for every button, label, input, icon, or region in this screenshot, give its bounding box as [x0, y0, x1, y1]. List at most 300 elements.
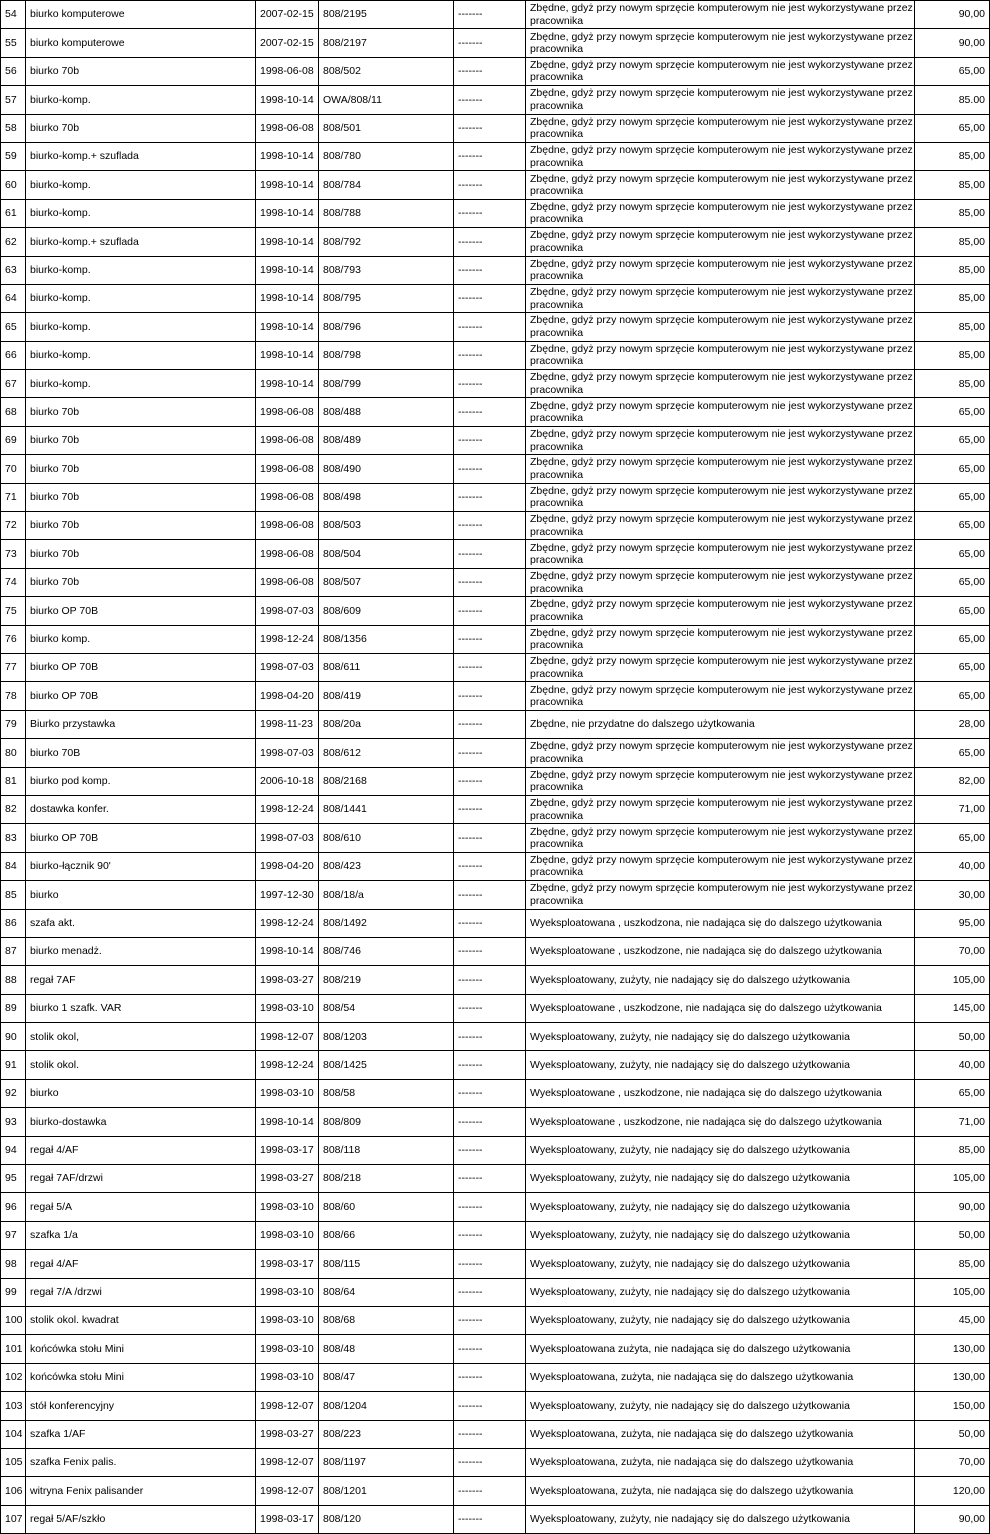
item-value: 85,00	[915, 171, 990, 199]
item-name: stolik okol.	[26, 1051, 256, 1079]
acquisition-date: 1998-12-07	[256, 1448, 319, 1476]
row-number: 91	[1, 1051, 26, 1079]
item-name: szafka 1/a	[26, 1221, 256, 1249]
item-value: 65,00	[915, 483, 990, 511]
item-value: 71,00	[915, 795, 990, 823]
item-name: biurko pod komp.	[26, 767, 256, 795]
table-row	[1, 142, 990, 170]
disposal-reason: Zbędne, gdyż przy nowym sprzęcie komputerowym nie jest wykorzystywane przez pracownika	[526, 228, 915, 256]
disposal-reason: Zbędne, gdyż przy nowym sprzęcie komputerowym nie jest wykorzystywane przez pracownika	[526, 29, 915, 57]
empty-field-dashes: -------	[454, 1023, 526, 1051]
row-number: 103	[1, 1392, 26, 1420]
item-name: dostawka konfer.	[26, 795, 256, 823]
empty-field-dashes: -------	[454, 1079, 526, 1107]
table-row	[1, 1477, 990, 1505]
disposal-reason: Zbędne, gdyż przy nowym sprzęcie komputerowym nie jest wykorzystywane przez pracownika	[526, 568, 915, 596]
inventory-number: 808/809	[319, 1108, 454, 1136]
empty-field-dashes: -------	[454, 1051, 526, 1079]
empty-field-dashes: -------	[454, 142, 526, 170]
row-number: 99	[1, 1278, 26, 1306]
row-number: 60	[1, 171, 26, 199]
acquisition-date: 1998-10-14	[256, 937, 319, 965]
inventory-number: 808/1201	[319, 1477, 454, 1505]
table-row	[1, 710, 990, 738]
table-row	[1, 1448, 990, 1476]
table-row	[1, 199, 990, 227]
table-row	[1, 739, 990, 767]
row-number: 73	[1, 540, 26, 568]
row-number: 74	[1, 568, 26, 596]
disposal-reason: Wyeksploatowany, zużyty, nie nadający się do dalszego użytkowania	[526, 1221, 915, 1249]
acquisition-date: 1998-03-10	[256, 1335, 319, 1363]
row-number: 54	[1, 1, 26, 29]
item-name: szafka Fenix palis.	[26, 1448, 256, 1476]
item-name: biurko 1 szafk. VAR	[26, 994, 256, 1022]
empty-field-dashes: -------	[454, 57, 526, 85]
row-number: 76	[1, 625, 26, 653]
item-value: 105,00	[915, 966, 990, 994]
item-value: 65,00	[915, 1079, 990, 1107]
row-number: 67	[1, 370, 26, 398]
empty-field-dashes: -------	[454, 1335, 526, 1363]
empty-field-dashes: -------	[454, 1306, 526, 1334]
inventory-number: 808/609	[319, 597, 454, 625]
table-row	[1, 767, 990, 795]
disposal-reason: Wyeksploatowany, zużyty, nie nadający się do dalszego użytkowania	[526, 1023, 915, 1051]
empty-field-dashes: -------	[454, 370, 526, 398]
row-number: 68	[1, 398, 26, 426]
table-row	[1, 540, 990, 568]
disposal-reason: Zbędne, gdyż przy nowym sprzęcie komputerowym nie jest wykorzystywane przez pracownika	[526, 57, 915, 85]
inventory-number: 808/489	[319, 426, 454, 454]
row-number: 82	[1, 795, 26, 823]
row-number: 79	[1, 710, 26, 738]
item-name: regał 4/AF	[26, 1250, 256, 1278]
acquisition-date: 1998-12-24	[256, 909, 319, 937]
acquisition-date: 1998-10-14	[256, 284, 319, 312]
empty-field-dashes: -------	[454, 1, 526, 29]
item-value: 65,00	[915, 455, 990, 483]
disposal-reason: Zbędne, gdyż przy nowym sprzęcie komputerowym nie jest wykorzystywane przez pracownika	[526, 426, 915, 454]
acquisition-date: 2006-10-18	[256, 767, 319, 795]
inventory-number: 808/58	[319, 1079, 454, 1107]
item-name: stół konferencyjny	[26, 1392, 256, 1420]
table-row	[1, 1420, 990, 1448]
empty-field-dashes: -------	[454, 1108, 526, 1136]
table-row	[1, 256, 990, 284]
table-row	[1, 1505, 990, 1533]
table-row	[1, 795, 990, 823]
inventory-number: 808/48	[319, 1335, 454, 1363]
acquisition-date: 1998-03-17	[256, 1505, 319, 1533]
inventory-number: 808/796	[319, 313, 454, 341]
inventory-number: 808/1197	[319, 1448, 454, 1476]
disposal-reason: Wyeksploatowane , uszkodzone, nie nadająca się do dalszego użytkowania	[526, 1108, 915, 1136]
empty-field-dashes: -------	[454, 568, 526, 596]
row-number: 94	[1, 1136, 26, 1164]
inventory-number: 808/60	[319, 1193, 454, 1221]
item-value: 70,00	[915, 1448, 990, 1476]
acquisition-date: 1998-10-14	[256, 1108, 319, 1136]
empty-field-dashes: -------	[454, 29, 526, 57]
empty-field-dashes: -------	[454, 1278, 526, 1306]
table-row	[1, 1136, 990, 1164]
acquisition-date: 1997-12-30	[256, 881, 319, 909]
table-row	[1, 824, 990, 852]
empty-field-dashes: -------	[454, 881, 526, 909]
inventory-number: 808/66	[319, 1221, 454, 1249]
acquisition-date: 1998-07-03	[256, 739, 319, 767]
empty-field-dashes: -------	[454, 199, 526, 227]
inventory-number: 808/792	[319, 228, 454, 256]
item-name: biurko 70B	[26, 739, 256, 767]
inventory-number: 808/120	[319, 1505, 454, 1533]
table-row	[1, 1335, 990, 1363]
acquisition-date: 1998-12-07	[256, 1023, 319, 1051]
item-value: 65,00	[915, 57, 990, 85]
item-name: biurko 70b	[26, 426, 256, 454]
disposal-reason: Zbędne, gdyż przy nowym sprzęcie komputerowym nie jest wykorzystywane przez pracownika	[526, 512, 915, 540]
inventory-number: 808/498	[319, 483, 454, 511]
acquisition-date: 1998-03-27	[256, 1420, 319, 1448]
acquisition-date: 1998-10-14	[256, 199, 319, 227]
disposal-reason: Wyeksploatowane , uszkodzone, nie nadająca się do dalszego użytkowania	[526, 994, 915, 1022]
acquisition-date: 1998-03-27	[256, 966, 319, 994]
row-number: 87	[1, 937, 26, 965]
empty-field-dashes: -------	[454, 767, 526, 795]
empty-field-dashes: -------	[454, 398, 526, 426]
acquisition-date: 1998-04-20	[256, 852, 319, 880]
disposal-reason: Wyeksploatowany, zużyty, nie nadający się do dalszego użytkowania	[526, 1250, 915, 1278]
inventory-number: 808/507	[319, 568, 454, 596]
disposal-reason: Wyeksploatowana , uszkodzona, nie nadająca się do dalszego użytkowania	[526, 909, 915, 937]
item-value: 85,00	[915, 284, 990, 312]
acquisition-date: 1998-03-10	[256, 1221, 319, 1249]
empty-field-dashes: -------	[454, 228, 526, 256]
inventory-number: 808/18/a	[319, 881, 454, 909]
empty-field-dashes: -------	[454, 1477, 526, 1505]
item-name: regał 5/A	[26, 1193, 256, 1221]
item-value: 85,00	[915, 228, 990, 256]
inventory-number: 808/746	[319, 937, 454, 965]
item-value: 85,00	[915, 313, 990, 341]
table-row	[1, 114, 990, 142]
inventory-number: 808/799	[319, 370, 454, 398]
table-row	[1, 1051, 990, 1079]
item-value: 65,00	[915, 398, 990, 426]
item-value: 65,00	[915, 114, 990, 142]
item-name: biurko OP 70B	[26, 682, 256, 710]
inventory-number: 808/115	[319, 1250, 454, 1278]
acquisition-date: 1998-03-10	[256, 1079, 319, 1107]
empty-field-dashes: -------	[454, 1193, 526, 1221]
table-row	[1, 1079, 990, 1107]
item-value: 65,00	[915, 540, 990, 568]
item-value: 65,00	[915, 512, 990, 540]
empty-field-dashes: -------	[454, 86, 526, 114]
row-number: 93	[1, 1108, 26, 1136]
item-name: biurko 70b	[26, 398, 256, 426]
inventory-number: 808/780	[319, 142, 454, 170]
item-name: regał 4/AF	[26, 1136, 256, 1164]
disposal-reason: Wyeksploatowana, zużyta, nie nadająca się do dalszego użytkowania	[526, 1363, 915, 1391]
acquisition-date: 1998-10-14	[256, 256, 319, 284]
inventory-table-body	[1, 1, 990, 1534]
acquisition-date: 1998-10-14	[256, 142, 319, 170]
item-name: biurko 70b	[26, 483, 256, 511]
item-value: 85.00	[915, 86, 990, 114]
table-row	[1, 370, 990, 398]
empty-field-dashes: -------	[454, 739, 526, 767]
row-number: 72	[1, 512, 26, 540]
row-number: 59	[1, 142, 26, 170]
item-value: 65,00	[915, 739, 990, 767]
disposal-reason: Zbędne, gdyż przy nowym sprzęcie komputerowym nie jest wykorzystywane przez pracownika	[526, 483, 915, 511]
empty-field-dashes: -------	[454, 512, 526, 540]
table-row	[1, 341, 990, 369]
item-value: 50,00	[915, 1221, 990, 1249]
row-number: 75	[1, 597, 26, 625]
acquisition-date: 1998-03-10	[256, 994, 319, 1022]
item-value: 28,00	[915, 710, 990, 738]
item-value: 65,00	[915, 597, 990, 625]
item-value: 130,00	[915, 1363, 990, 1391]
disposal-reason: Zbędne, gdyż przy nowym sprzęcie komputerowym nie jest wykorzystywane przez pracownika	[526, 739, 915, 767]
item-name: stolik okol,	[26, 1023, 256, 1051]
item-value: 90,00	[915, 1505, 990, 1533]
table-row	[1, 313, 990, 341]
acquisition-date: 1998-12-07	[256, 1477, 319, 1505]
item-name: końcówka stołu Mini	[26, 1363, 256, 1391]
row-number: 86	[1, 909, 26, 937]
empty-field-dashes: -------	[454, 1505, 526, 1533]
table-row	[1, 1, 990, 29]
disposal-reason: Wyeksploatowany, zużyty, nie nadający się do dalszego użytkowania	[526, 1392, 915, 1420]
acquisition-date: 1998-11-23	[256, 710, 319, 738]
item-value: 85,00	[915, 199, 990, 227]
disposal-reason: Zbędne, gdyż przy nowym sprzęcie komputerowym nie jest wykorzystywane przez pracownika	[526, 199, 915, 227]
row-number: 105	[1, 1448, 26, 1476]
row-number: 70	[1, 455, 26, 483]
disposal-reason: Wyeksploatowany, zużyty, nie nadający się do dalszego użytkowania	[526, 1278, 915, 1306]
inventory-number: 808/419	[319, 682, 454, 710]
acquisition-date: 1998-12-24	[256, 795, 319, 823]
row-number: 80	[1, 739, 26, 767]
item-name: biurko OP 70B	[26, 824, 256, 852]
inventory-number: 808/223	[319, 1420, 454, 1448]
acquisition-date: 1998-03-10	[256, 1363, 319, 1391]
inventory-number: 808/1425	[319, 1051, 454, 1079]
inventory-number: 808/488	[319, 398, 454, 426]
acquisition-date: 1998-06-08	[256, 426, 319, 454]
inventory-number: 808/502	[319, 57, 454, 85]
empty-field-dashes: -------	[454, 1250, 526, 1278]
disposal-reason: Wyeksploatowany, zużyty, nie nadający się do dalszego użytkowania	[526, 1505, 915, 1533]
disposal-reason: Zbędne, gdyż przy nowym sprzęcie komputerowym nie jest wykorzystywane przez pracownika	[526, 795, 915, 823]
acquisition-date: 1998-06-08	[256, 455, 319, 483]
item-name: biurko	[26, 881, 256, 909]
table-row	[1, 426, 990, 454]
empty-field-dashes: -------	[454, 313, 526, 341]
table-row	[1, 881, 990, 909]
empty-field-dashes: -------	[454, 795, 526, 823]
acquisition-date: 1998-03-10	[256, 1278, 319, 1306]
acquisition-date: 1998-07-03	[256, 653, 319, 681]
item-name: biurko-komp.	[26, 341, 256, 369]
disposal-reason: Zbędne, gdyż przy nowym sprzęcie komputerowym nie jest wykorzystywane przez pracownika	[526, 824, 915, 852]
item-name: biurko komputerowe	[26, 29, 256, 57]
item-name: biurko OP 70B	[26, 653, 256, 681]
empty-field-dashes: -------	[454, 1363, 526, 1391]
disposal-reason: Zbędne, gdyż przy nowym sprzęcie komputerowym nie jest wykorzystywane przez pracownika	[526, 455, 915, 483]
acquisition-date: 1998-12-24	[256, 625, 319, 653]
table-row	[1, 966, 990, 994]
item-value: 85,00	[915, 142, 990, 170]
acquisition-date: 2007-02-15	[256, 29, 319, 57]
disposal-reason: Zbędne, gdyż przy nowym sprzęcie komputerowym nie jest wykorzystywane przez pracownika	[526, 171, 915, 199]
item-name: biurko komputerowe	[26, 1, 256, 29]
acquisition-date: 1998-06-08	[256, 114, 319, 142]
disposal-reason: Zbędne, gdyż przy nowym sprzęcie komputerowym nie jest wykorzystywane przez pracownika	[526, 625, 915, 653]
item-name: regał 5/AF/szkło	[26, 1505, 256, 1533]
row-number: 92	[1, 1079, 26, 1107]
item-name: biurko-komp.	[26, 199, 256, 227]
acquisition-date: 1998-07-03	[256, 597, 319, 625]
disposal-reason: Zbędne, gdyż przy nowym sprzęcie komputerowym nie jest wykorzystywane przez pracownika	[526, 370, 915, 398]
disposal-reason: Zbędne, gdyż przy nowym sprzęcie komputerowym nie jest wykorzystywane przez pracownika	[526, 142, 915, 170]
table-row	[1, 1250, 990, 1278]
item-name: biurko-łącznik 90'	[26, 852, 256, 880]
table-row	[1, 1023, 990, 1051]
table-row	[1, 1392, 990, 1420]
acquisition-date: 1998-10-14	[256, 228, 319, 256]
acquisition-date: 1998-10-14	[256, 341, 319, 369]
row-number: 66	[1, 341, 26, 369]
item-value: 145,00	[915, 994, 990, 1022]
item-value: 150,00	[915, 1392, 990, 1420]
acquisition-date: 1998-03-17	[256, 1136, 319, 1164]
disposal-reason: Wyeksploatowany, zużyty, nie nadający się do dalszego użytkowania	[526, 1051, 915, 1079]
inventory-number: 808/795	[319, 284, 454, 312]
item-value: 95,00	[915, 909, 990, 937]
item-name: biurko 70b	[26, 114, 256, 142]
row-number: 71	[1, 483, 26, 511]
item-value: 82,00	[915, 767, 990, 795]
disposal-reason: Wyeksploatowane , uszkodzone, nie nadająca się do dalszego użytkowania	[526, 937, 915, 965]
item-value: 30,00	[915, 881, 990, 909]
row-number: 107	[1, 1505, 26, 1533]
acquisition-date: 2007-02-15	[256, 1, 319, 29]
row-number: 69	[1, 426, 26, 454]
row-number: 90	[1, 1023, 26, 1051]
row-number: 95	[1, 1165, 26, 1193]
disposal-reason: Zbędne, gdyż przy nowym sprzęcie komputerowym nie jest wykorzystywane przez pracownika	[526, 86, 915, 114]
inventory-number: 808/503	[319, 512, 454, 540]
row-number: 56	[1, 57, 26, 85]
empty-field-dashes: -------	[454, 1165, 526, 1193]
item-value: 50,00	[915, 1023, 990, 1051]
row-number: 63	[1, 256, 26, 284]
empty-field-dashes: -------	[454, 540, 526, 568]
disposal-reason: Zbędne, gdyż przy nowym sprzęcie komputerowym nie jest wykorzystywane przez pracownika	[526, 881, 915, 909]
acquisition-date: 1998-07-03	[256, 824, 319, 852]
inventory-number: 808/798	[319, 341, 454, 369]
item-value: 130,00	[915, 1335, 990, 1363]
item-value: 65,00	[915, 682, 990, 710]
table-row	[1, 994, 990, 1022]
row-number: 101	[1, 1335, 26, 1363]
table-row	[1, 455, 990, 483]
row-number: 57	[1, 86, 26, 114]
item-name: końcówka stołu Mini	[26, 1335, 256, 1363]
table-row	[1, 625, 990, 653]
row-number: 83	[1, 824, 26, 852]
table-row	[1, 682, 990, 710]
item-value: 71,00	[915, 1108, 990, 1136]
disposal-reason: Zbędne, gdyż przy nowym sprzęcie komputerowym nie jest wykorzystywane przez pracownika	[526, 597, 915, 625]
table-row	[1, 228, 990, 256]
acquisition-date: 1998-10-14	[256, 313, 319, 341]
empty-field-dashes: -------	[454, 455, 526, 483]
inventory-number: 808/54	[319, 994, 454, 1022]
item-name: regał 7AF/drzwi	[26, 1165, 256, 1193]
item-name: biurko 70b	[26, 540, 256, 568]
inventory-number: 808/1441	[319, 795, 454, 823]
table-row	[1, 483, 990, 511]
disposal-reason: Zbędne, gdyż przy nowym sprzęcie komputerowym nie jest wykorzystywane przez pracownika	[526, 284, 915, 312]
item-value: 65,00	[915, 824, 990, 852]
acquisition-date: 1998-03-10	[256, 1306, 319, 1334]
table-row	[1, 29, 990, 57]
item-name: witryna Fenix palisander	[26, 1477, 256, 1505]
item-value: 65,00	[915, 426, 990, 454]
table-row	[1, 568, 990, 596]
table-row	[1, 57, 990, 85]
inventory-number: 808/2195	[319, 1, 454, 29]
empty-field-dashes: -------	[454, 824, 526, 852]
table-row	[1, 937, 990, 965]
table-row	[1, 284, 990, 312]
item-name: stolik okol. kwadrat	[26, 1306, 256, 1334]
disposal-reason: Zbędne, gdyż przy nowym sprzęcie komputerowym nie jest wykorzystywane przez pracownika	[526, 313, 915, 341]
item-value: 120,00	[915, 1477, 990, 1505]
acquisition-date: 1998-10-14	[256, 86, 319, 114]
item-name: biurko 70b	[26, 455, 256, 483]
disposal-reason: Wyeksploatowany, zużyty, nie nadający się do dalszego użytkowania	[526, 1193, 915, 1221]
disposal-reason: Zbędne, gdyż przy nowym sprzęcie komputerowym nie jest wykorzystywane przez pracownika	[526, 1, 915, 29]
disposal-reason: Wyeksploatowana zużyta, nie nadająca się do dalszego użytkowania	[526, 1335, 915, 1363]
empty-field-dashes: -------	[454, 284, 526, 312]
item-value: 50,00	[915, 1420, 990, 1448]
item-name: biurko	[26, 1079, 256, 1107]
item-value: 85,00	[915, 1250, 990, 1278]
inventory-number: 808/501	[319, 114, 454, 142]
inventory-number: 808/20a	[319, 710, 454, 738]
inventory-number: 808/118	[319, 1136, 454, 1164]
row-number: 65	[1, 313, 26, 341]
empty-field-dashes: -------	[454, 1392, 526, 1420]
empty-field-dashes: -------	[454, 653, 526, 681]
table-row	[1, 1108, 990, 1136]
empty-field-dashes: -------	[454, 341, 526, 369]
empty-field-dashes: -------	[454, 994, 526, 1022]
empty-field-dashes: -------	[454, 1420, 526, 1448]
inventory-number: 808/219	[319, 966, 454, 994]
table-row	[1, 1306, 990, 1334]
table-row	[1, 512, 990, 540]
disposal-reason: Zbędne, gdyż przy nowym sprzęcie komputerowym nie jest wykorzystywane przez pracownika	[526, 398, 915, 426]
row-number: 97	[1, 1221, 26, 1249]
